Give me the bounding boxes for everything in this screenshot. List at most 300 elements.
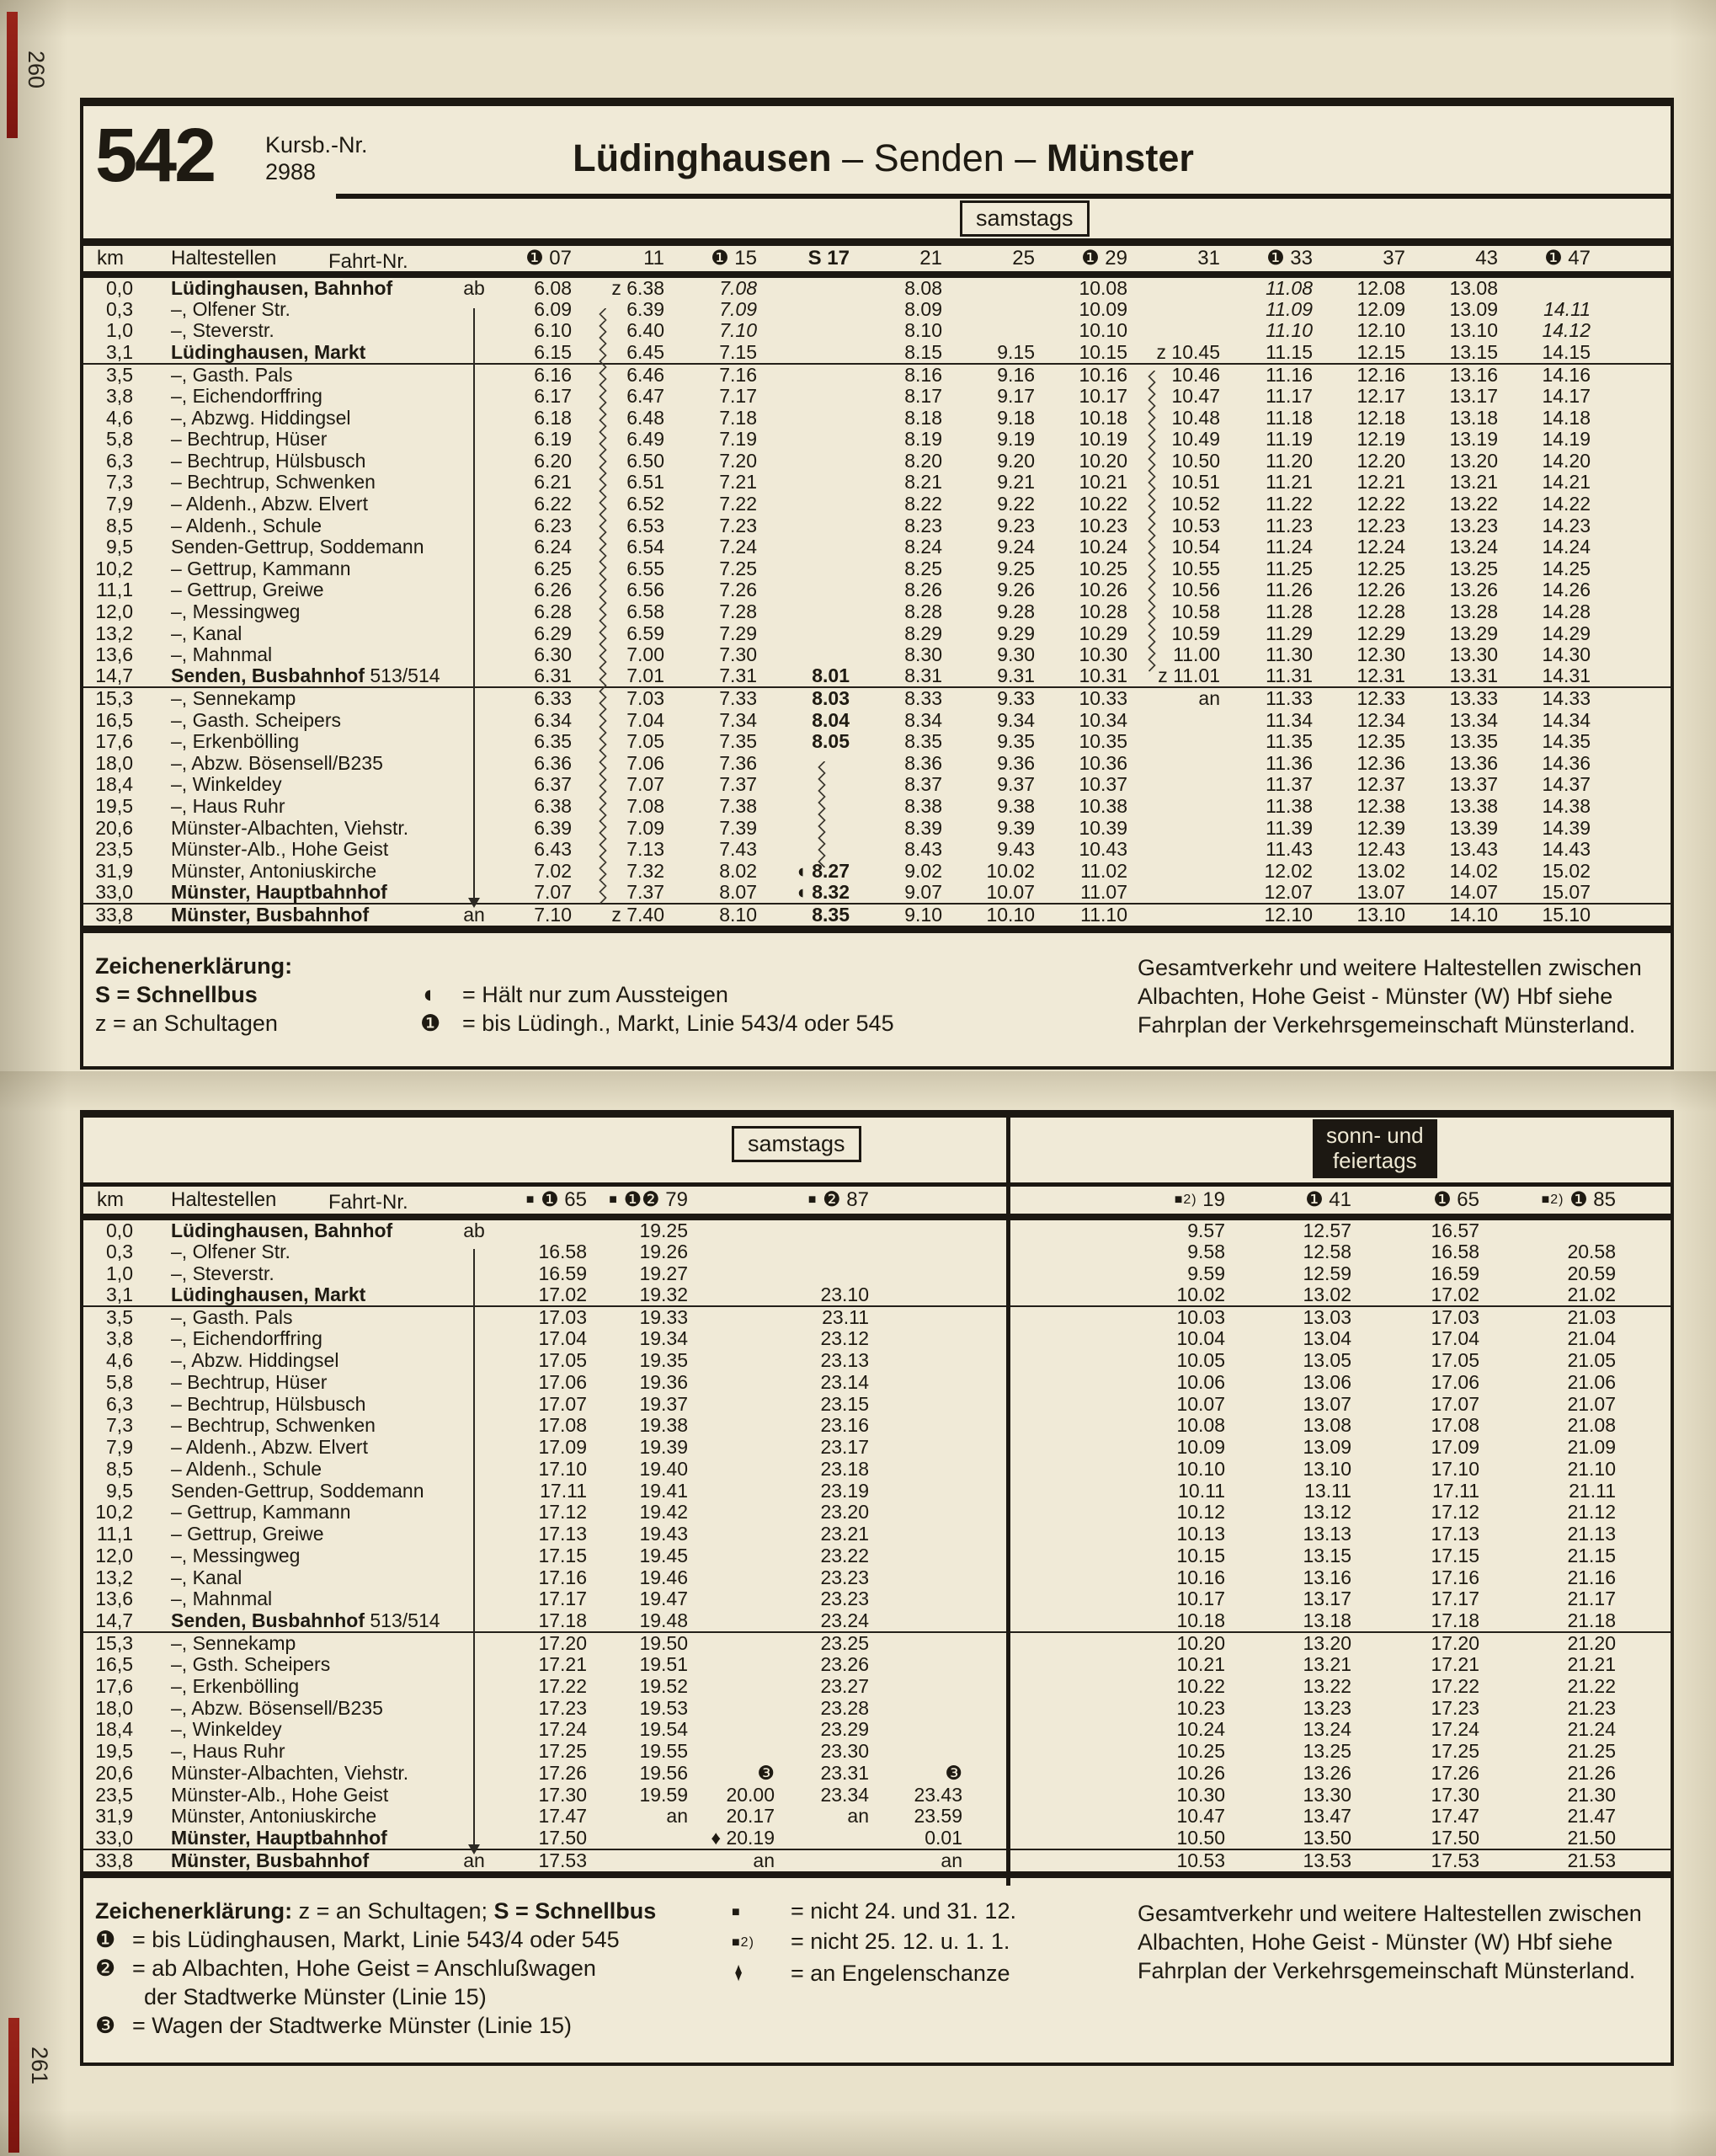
time-cell: 16.58 [538,1240,587,1262]
station-row [83,1806,1671,1828]
station-row [83,1524,1671,1545]
station-name: – Bechtrup, Hüser [171,1370,328,1393]
time-cell [891,1306,1006,1328]
time-cell: 9.36 [997,751,1035,774]
time-cell: 10.07 [986,881,1035,904]
time-cell: 7.01 [592,665,685,687]
station-row [83,1741,1671,1763]
time-cell: 11.19 [1266,428,1313,451]
station-row [83,320,1671,342]
samstags-label-upper: samstags [960,200,1090,237]
time-cell [891,1676,1006,1698]
time-cell: 9.30 [997,643,1035,666]
trip-number-header: S 17 [807,247,850,270]
time-cell: 8.20 [904,449,942,472]
time-cell: 10.26 [1079,579,1127,601]
time-cell: 13.38 [1449,795,1498,818]
km-value: 18,0 [95,1696,133,1719]
time-cell: 10.16 [1079,363,1127,386]
time-cell: 7.20 [719,449,757,472]
km-value: 15,3 [95,1631,133,1654]
time-cell [710,1654,790,1676]
time-cell: 10.13 [1176,1523,1225,1545]
page-number-bottom: 261 [27,2047,52,2085]
time-cell [1148,753,1240,775]
trip-number-header: ■ ❶❷ 79 [609,1188,688,1212]
time-cell: 7.32 [626,859,664,882]
time-cell: 23.11 [822,1306,869,1328]
time-cell: 17.22 [538,1674,587,1697]
time-cell: 10.10 [1079,319,1127,342]
time-cell: 14.20 [1542,449,1591,472]
time-cell: 13.20 [1449,449,1498,472]
time-cell: 6.33 [534,687,572,710]
station-row [83,342,1671,364]
station-row [83,1828,1671,1849]
station-name: – Gettrup, Greiwe [171,1523,324,1545]
time-cell: 8.03 [812,687,850,710]
time-cell: 12.29 [1356,622,1405,644]
time-cell: 6.55 [626,557,664,579]
km-value: 13,2 [95,622,133,644]
time-cell: 6.56 [626,579,664,601]
time-cell: 8.10 [904,319,942,342]
time-cell: 21.15 [1567,1544,1616,1566]
time-cell: 8.25 [904,557,942,579]
time-cell: 9.25 [997,557,1035,579]
time-cell: an [847,1805,869,1828]
time-cell: 17.10 [538,1457,587,1480]
time-cell: 10.47 [1176,1805,1225,1828]
time-cell: 7.35 [719,730,757,753]
time-cell [891,1284,1006,1306]
time-cell: 11.43 [1266,838,1313,861]
time-cell [710,1588,790,1610]
time-cell: 13.18 [1449,406,1498,429]
square-icon: ■ [732,1905,741,1919]
time-cell: 19.35 [639,1349,688,1372]
time-cell: 7.08 [719,276,757,299]
station-name: –, Winkeldey [171,1718,282,1741]
time-cell: 9.16 [997,363,1035,386]
time-cell: 11.36 [1266,751,1313,774]
time-cell [962,299,1055,321]
station-name: –, Gasth. Pals [171,1306,293,1328]
km-value: 7,9 [106,492,133,515]
time-cell: 11.15 [1240,342,1333,364]
time-cell: 9.57 [1187,1219,1225,1241]
time-cell: 6.49 [626,428,664,451]
time-cell [1148,861,1240,883]
time-cell: 13.09 [1449,297,1498,320]
time-cell: 10.21 [1176,1653,1225,1676]
time-cell: 10.05 [1176,1349,1225,1372]
time-cell: 10.35 [1079,730,1127,753]
time-cell: 6.50 [626,449,664,472]
time-cell: 6.38 [534,795,572,818]
haltestellen-column-header: Haltestellen Fahrt-Nr. [171,247,408,273]
km-column-header: km [97,247,124,270]
time-cell: 15.07 [1542,881,1591,904]
time-cell: 13.13 [1303,1523,1351,1545]
time-cell: 21.07 [1567,1392,1616,1415]
km-value: 8,5 [106,1457,133,1480]
time-cell: 23.27 [820,1674,869,1697]
station-name: –, Gasth. Pals [171,363,293,386]
time-cell: 7.04 [626,708,664,731]
time-cell: 17.26 [538,1761,587,1784]
station-row [83,1372,1671,1394]
station-name: –, Haus Ruhr [171,795,285,818]
time-cell: 23.13 [820,1349,869,1372]
time-cell: 10.12 [1176,1501,1225,1524]
ab-an-marker: an [449,904,499,930]
time-cell: 7.09 [719,297,757,320]
route-title: Lüdinghausen – Senden – Münster [573,136,1194,179]
time-cell: 12.18 [1356,406,1405,429]
time-cell: 11.22 [1266,492,1313,515]
time-cell: 13.23 [1449,514,1498,536]
time-cell [1148,299,1240,321]
station-name: Münster-Albachten, Viehstr. [171,1761,409,1784]
time-cell [891,1262,1006,1284]
time-cell: 10.55 [1171,557,1220,579]
time-cell: 21.09 [1567,1436,1616,1459]
time-cell: 13.30 [1303,1783,1351,1806]
legend-upper-middle [420,980,894,1038]
time-cell [777,275,870,299]
time-cell: 12.20 [1356,449,1405,472]
time-cell: 13.17 [1303,1588,1351,1610]
time-cell: 19.32 [609,1284,710,1306]
samstags-label-lower: samstags [732,1126,861,1162]
time-cell: 12.37 [1356,773,1405,796]
station-row [83,299,1671,321]
km-value: 0,3 [106,297,133,320]
time-cell: z 6.38 [611,276,664,299]
time-cell: 19.52 [639,1674,688,1697]
time-cell [777,579,870,601]
km-value: 33,8 [83,1849,146,1875]
sonn-feiertags-label: sonn- und feiertags [1313,1119,1437,1178]
trip-number-header: ■ ❶ 65 [525,1188,587,1212]
time-cell: 11.17 [1266,384,1313,407]
time-cell: 19.45 [639,1544,688,1566]
station-row [83,1566,1671,1588]
time-cell [891,1415,1006,1437]
time-cell: 13.21 [1303,1653,1351,1676]
timetable-lower-box [80,1110,1674,2066]
time-cell: ♦ 20.19 [711,1826,775,1849]
station-name: Münster-Alb., Hohe Geist [171,838,389,861]
station-name: – Gettrup, Greiwe [171,579,324,601]
time-cell [790,1217,891,1241]
time-cell [499,1217,609,1241]
legend-upper-left [95,952,292,1038]
legend-lower-left: Zeichenerklärung: z = an Schultagen; S = Schnellbus ❶ = bis Lüdinghausen, Markt, Linie 543/4 oder 545 ❷ = ab Albachten, Hohe Geist = Anschlußwagen der Stadtwerke Münster (Linie 15) ❸ = Wagen der Stadtwerke Münster (Linie 15) [95,1898,657,2038]
time-cell: an [891,1849,1006,1875]
time-cell: 11.23 [1266,514,1313,536]
time-cell: 17.30 [538,1783,587,1806]
km-value: 18,4 [95,1718,133,1741]
ab-an-marker: ab [463,1219,485,1241]
time-cell: ◖ 8.27 [794,859,850,882]
time-cell: an [710,1849,790,1875]
time-cell: 21.20 [1567,1631,1616,1654]
time-cell: 7.07 [626,773,664,796]
time-cell: 17.18 [1368,1610,1495,1632]
time-cell: 21.16 [1567,1566,1616,1588]
station-row [83,774,1671,796]
time-cell: 13.28 [1449,600,1498,622]
time-cell: 6.31 [499,665,592,687]
time-cell: 13.10 [1333,904,1426,930]
time-cell [710,1502,790,1524]
time-cell: 9.21 [997,471,1035,494]
time-cell [777,299,870,321]
time-cell [777,386,870,408]
station-row [83,364,1671,386]
time-cell: 23.12 [820,1327,869,1350]
time-cell [1148,275,1240,299]
station-row [83,882,1671,904]
time-cell: 13.22 [1303,1674,1351,1697]
km-value: 8,5 [106,514,133,536]
station-name: Münster, Busbahnhof [146,1849,449,1875]
time-cell [777,472,870,494]
km-value: 6,3 [106,449,133,472]
kursbuch-number: 2988 [265,159,317,184]
time-cell: 13.22 [1449,492,1498,515]
station-name: – Bechtrup, Hülsbusch [171,1392,366,1415]
time-cell [710,1676,790,1698]
time-cell: 6.37 [534,773,572,796]
time-cell: 19.54 [639,1718,688,1741]
time-cell: 17.15 [1431,1544,1479,1566]
time-cell: 21.17 [1567,1588,1616,1610]
station-row [83,1459,1671,1481]
time-cell: 6.54 [626,536,664,558]
time-cell: 10.20 [1079,449,1127,472]
time-cell [891,1328,1006,1350]
time-cell: 17.23 [538,1696,587,1719]
time-cell: 19.53 [639,1696,688,1719]
time-cell: 7.05 [626,730,664,753]
time-cell [891,1350,1006,1372]
station-name: Lüdinghausen, Bahnhof [171,276,393,299]
station-row [83,644,1671,666]
ab-an-marker: ab [463,276,485,299]
station-name: – Aldenh., Abzw. Elvert [171,1436,368,1459]
time-cell: 12.30 [1356,643,1405,666]
time-cell: 19.42 [639,1501,688,1524]
trip-number-header: ❶ 33 [1266,247,1313,270]
time-cell: 13.26 [1303,1761,1351,1784]
time-cell: 8.36 [904,751,942,774]
km-value: 10,2 [95,1501,133,1524]
time-cell: 13.07 [1303,1392,1351,1415]
time-cell: 13.02 [1356,859,1405,882]
time-cell: 9.24 [997,536,1035,558]
km-value: 33,0 [95,881,133,904]
time-cell: 10.56 [1171,579,1220,601]
time-cell: 19.38 [639,1414,688,1437]
time-cell: 23.16 [820,1414,869,1437]
time-cell [710,1459,790,1481]
time-cell: 13.34 [1449,708,1498,731]
time-cell: 17.12 [538,1501,587,1524]
time-cell: 7.33 [719,687,757,710]
time-cell: 13.47 [1303,1805,1351,1828]
fahrt-nr-label: Fahrt-Nr. [328,1191,408,1214]
km-value: 10,2 [95,557,133,579]
trip-number-header: ❶ 07 [525,247,572,270]
km-value: 19,5 [95,795,133,818]
time-cell: 21.30 [1567,1783,1616,1806]
time-cell: 17.02 [1368,1284,1495,1306]
time-cell: 11.16 [1266,363,1313,386]
time-cell: 8.38 [904,795,942,818]
station-row [83,731,1671,753]
station-name: Münster-Albachten, Viehstr. [171,816,409,839]
time-cell: 21.12 [1567,1501,1616,1524]
time-cell: 13.24 [1449,536,1498,558]
time-cell: 13.53 [1242,1849,1368,1875]
time-cell: 6.26 [534,579,572,601]
time-cell [710,1741,790,1763]
time-cell: 17.06 [538,1370,587,1393]
station-name: –, Winkeldey [171,773,282,796]
time-cell: 23.29 [820,1718,869,1741]
time-cell: 17.17 [538,1588,587,1610]
time-cell: 9.34 [997,708,1035,731]
station-name: – Bechtrup, Schwenken [171,1414,376,1437]
time-cell: 8.22 [904,492,942,515]
time-cell: 8.33 [904,687,942,710]
time-cell [710,1372,790,1394]
km-value: 13,6 [95,1588,133,1610]
station-name: – Bechtrup, Hüser [171,428,328,451]
km-value: 33,0 [95,1826,133,1849]
trip-number-header: ❶ 15 [711,247,757,270]
time-cell: 6.21 [534,471,572,494]
time-cell: 17.12 [1431,1501,1479,1524]
time-cell [891,1654,1006,1676]
time-cell [891,1480,1006,1502]
time-cell: z 10.45 [1148,342,1240,364]
time-cell [1495,1217,1671,1241]
time-cell: 8.35 [904,730,942,753]
time-cell: 17.05 [538,1349,587,1372]
time-cell: 16.57 [1431,1219,1479,1241]
station-row [83,1328,1671,1350]
time-cell: 12.22 [1356,492,1405,515]
time-cell: 8.09 [904,297,942,320]
time-cell: 13.25 [1303,1740,1351,1763]
station-row [83,1262,1671,1284]
time-cell: 14.38 [1542,795,1591,818]
time-cell [1148,839,1240,861]
station-name: –, Gasth. Scheipers [171,708,341,731]
km-value: 17,6 [95,730,133,753]
time-cell: 12.57 [1303,1219,1351,1241]
time-cell: 6.18 [534,406,572,429]
time-cell: 8.34 [904,708,942,731]
time-cell: 19.27 [639,1262,688,1284]
km-value: 23,5 [95,838,133,861]
km-value: 12,0 [95,1544,133,1566]
time-cell: 8.07 [719,881,757,904]
time-cell: 10.39 [1079,816,1127,839]
km-value: 4,6 [106,406,133,429]
circled-2-icon: ❷ [95,1956,116,1981]
time-cell: 10.50 [1171,449,1220,472]
station-row [83,1849,1671,1875]
time-cell: 12.09 [1356,297,1405,320]
time-cell: 8.31 [870,665,962,687]
legend-schultage: z = an Schultagen [95,1011,278,1036]
time-cell: 7.24 [719,536,757,558]
time-cell: 12.07 [1264,881,1313,904]
time-cell: 6.16 [534,363,572,386]
legend-lower-note: Gesamtverkehr und weitere Haltestellen zwischen Albachten, Hohe Geist - Münster (W) Hbf siehe Fahrplan der Verkehrsgemeinschaft Münsterland. [1138,1901,1642,1983]
time-cell [891,1566,1006,1588]
time-cell: 10.51 [1171,471,1220,494]
time-cell: 6.59 [626,622,664,644]
time-cell: 21.47 [1567,1805,1616,1828]
time-cell [1148,731,1240,753]
time-cell: 19.41 [639,1479,688,1502]
time-cell: 21.10 [1567,1457,1616,1480]
time-cell: 9.38 [997,795,1035,818]
time-cell: 14.07 [1449,881,1498,904]
station-name: –, Sennekamp [171,1631,296,1654]
time-cell: 14.37 [1542,773,1591,796]
time-cell: 23.14 [820,1370,869,1393]
time-cell: 10.02 [1006,1284,1242,1306]
time-cell: 13.16 [1449,363,1498,386]
direction-arrowhead [468,1844,480,1854]
trip-number-header: ■2) ❶ 85 [1541,1188,1616,1212]
km-value: 16,5 [95,708,133,731]
time-cell: 11.10 [1266,319,1313,342]
trip-number-header: ❶ 41 [1305,1188,1351,1212]
time-cell [891,1632,1006,1654]
km-value: 0,0 [106,276,133,299]
time-cell: 21.53 [1495,1849,1671,1875]
time-cell: 14.21 [1542,471,1591,494]
timetable-sat-evening-sunday [83,1182,1671,1878]
time-cell [710,1306,790,1328]
legend-exit-only: ◖ = Hält nur zum Aussteigen [420,981,728,1008]
time-cell: 23.20 [820,1501,869,1524]
time-cell: 14.16 [1542,363,1591,386]
station-name: –, Kanal [171,1566,242,1588]
time-cell: 23.23 [820,1588,869,1610]
time-cell: 23.21 [820,1523,869,1545]
time-cell: 12.24 [1356,536,1405,558]
time-cell: 13.18 [1242,1610,1368,1632]
time-cell: 10.10 [1176,1457,1225,1480]
time-cell: 9.20 [997,449,1035,472]
time-cell: 13.25 [1449,557,1498,579]
time-cell: 14.11 [1543,297,1591,320]
time-cell: 7.34 [719,708,757,731]
time-cell: 21.02 [1495,1284,1671,1306]
time-cell [891,1588,1006,1610]
km-value: 7,3 [106,1414,133,1437]
time-cell: 12.38 [1356,795,1405,818]
